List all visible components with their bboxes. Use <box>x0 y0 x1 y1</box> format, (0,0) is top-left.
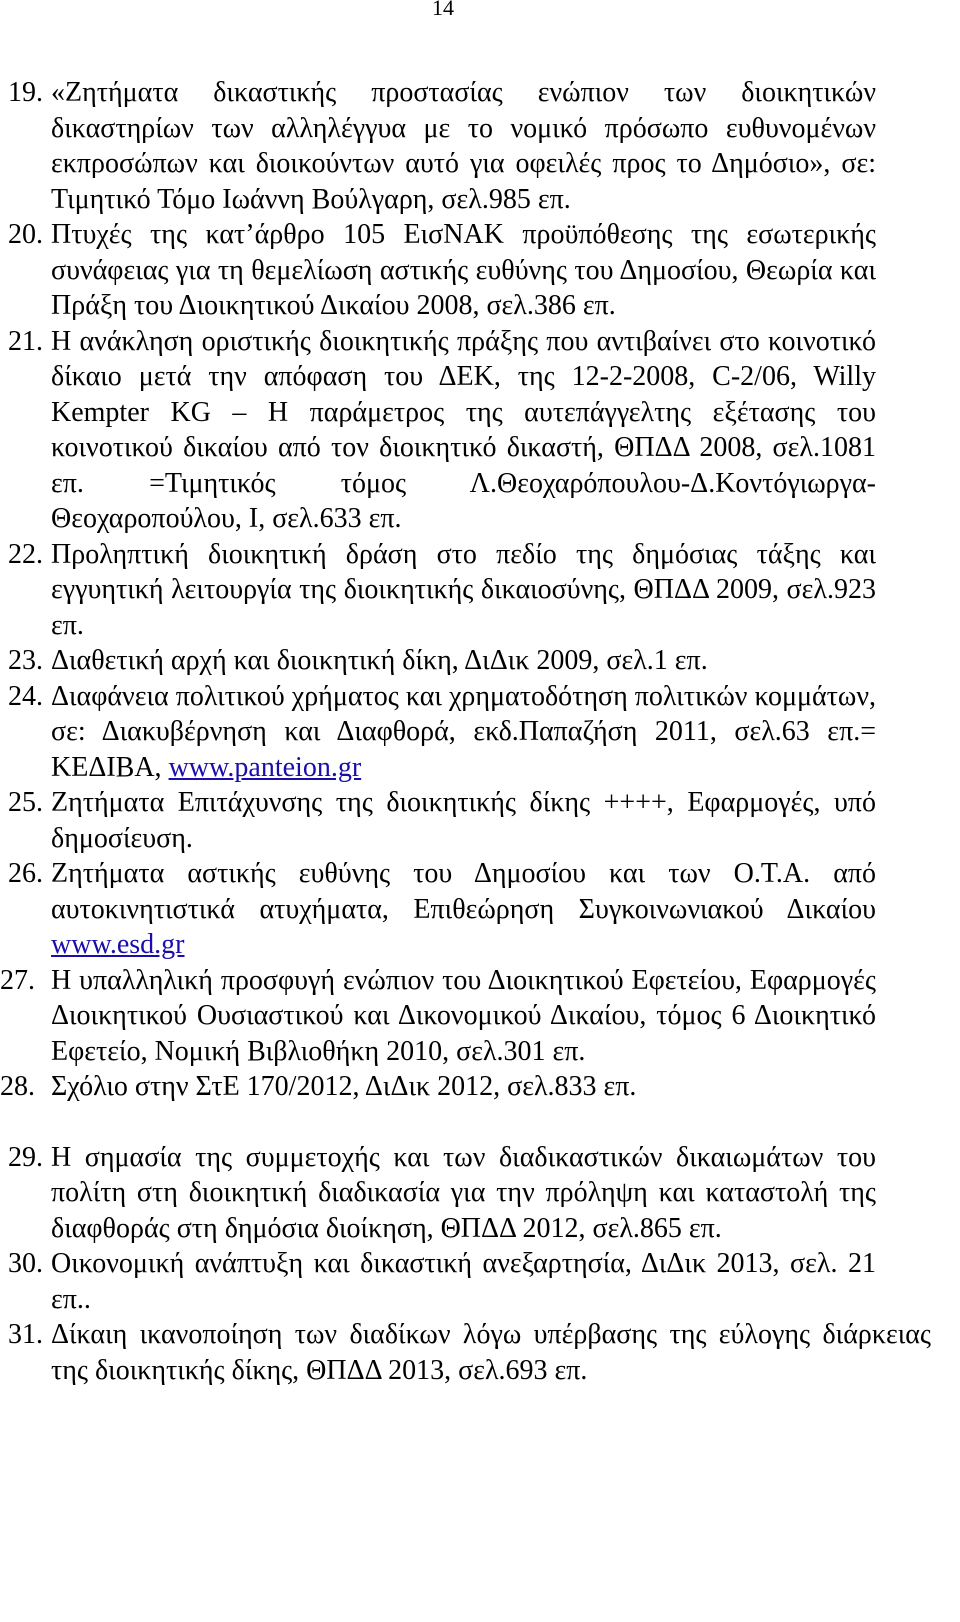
item-number: 28. <box>0 1071 35 1102</box>
item-number: 21. <box>8 325 43 357</box>
item-text: «Ζητήματα δικαστικής προστασίας ενώπιον των διοικητικών δικαστηρίων των αλληλέγγυα με το νομικό πρόσωπο ευθυνομένων εκπροσώπων και διοικούντων αυτό για οφειλές προς το Δημόσιο», σε: Τιμητικό Τόμο Ιωάννη Βούλγαρη, σελ.985 επ. <box>51 77 876 215</box>
item-text: Πτυχές της κατ’άρθρο 105 ΕισΝΑΚ προϋπόθεσης της εσωτερικής συνάφειας για τη θεμελίωση αστικής ευθύνης του Δημοσίου, Θεωρία και Πράξη του Διοικητικού Δικαίου 2008, σελ.386 επ. <box>51 219 876 321</box>
item-text: Η υπαλληλική προσφυγή ενώπιον του Διοικητικού Εφετείου, Εφαρμογές Διοικητικού Ουσιαστικού και Δικονομικού Δικαίου, τόμος 6 Διοικητικό Εφετείο, Νομική Βιβλιοθήκη 2010, σελ.301 επ. <box>51 964 876 1067</box>
list-item <box>8 1140 876 1247</box>
list-item <box>8 1246 876 1317</box>
item-number: 26. <box>8 858 43 889</box>
page-number: 14 <box>432 0 454 20</box>
list-item <box>8 643 876 679</box>
item-text: Ζητήματα Επιτάχυνσης της διοικητικής δίκης ++++, Εφαρμογές, υπό δημοσίευση. <box>51 787 876 854</box>
item-text: Η σημασία της συμμετοχής και των διαδικαστικών δικαιωμάτων του πολίτη στη διοικητική διαδικασία για την πρόληψη και καταστολή της διαφθοράς στη δημόσια διοίκηση, ΘΠΔΔ 2012, σελ.865 επ. <box>51 1141 876 1244</box>
list-item <box>8 856 876 963</box>
item-number: 20. <box>8 219 43 250</box>
item-text: Σχόλιο στην ΣτΕ 170/2012, ΔιΔικ 2012, σελ.833 επ. <box>51 1071 637 1102</box>
list-item <box>8 75 876 217</box>
item-number: 23. <box>8 645 43 676</box>
list-item <box>8 217 876 324</box>
item-number: 29. <box>8 1141 43 1173</box>
list-item <box>8 1317 931 1388</box>
list-item <box>8 537 876 644</box>
list-item <box>0 963 876 1070</box>
list-item <box>8 679 876 786</box>
item-number: 22. <box>8 538 43 570</box>
item-text: Διαφάνεια πολιτικού χρήματος και χρηματοδότηση πολιτικών κομμάτων, σε: Διακυβέρνηση και Διαφθορά, εκδ.Παπαζήση 2011, σελ.63 επ.= ΚΕΔΙΒΑ, <box>51 680 876 783</box>
item-number: 31. <box>8 1319 43 1350</box>
item-number: 30. <box>8 1248 43 1279</box>
item-number: 25. <box>8 787 43 818</box>
list-item <box>8 324 876 537</box>
item-text: Δίκαιη ικανοποίηση των διαδίκων λόγω υπέρβασης της εύλογης διάρκειας της διοικητικής δίκης, ΘΠΔΔ 2013, σελ.693 επ. <box>51 1319 931 1386</box>
item-number: 19. <box>8 77 43 108</box>
panteion-link[interactable]: www.panteion.gr <box>168 751 362 783</box>
item-text: Διαθετική αρχή και διοικητική δίκη, ΔιΔικ 2009, σελ.1 επ. <box>51 645 708 676</box>
esd-link[interactable]: www.esd.gr <box>51 929 185 960</box>
list-item <box>0 1069 876 1105</box>
item-number: 27. <box>0 964 35 996</box>
item-text: Προληπτική διοικητική δράση στο πεδίο της δημόσιας τάξης και εγγυητική λειτουργία της διοικητικής δικαιοσύνης, ΘΠΔΔ 2009, σελ.923 επ. <box>51 538 876 641</box>
item-number: 24. <box>8 680 43 712</box>
item-text: Ζητήματα αστικής ευθύνης του Δημοσίου και των Ο.Τ.Α. από αυτοκινητιστικά ατυχήματα, Επιθεώρηση Συγκοινωνιακού Δικαίου <box>51 858 876 925</box>
item-text: Οικονομική ανάπτυξη και δικαστική ανεξαρτησία, ΔιΔικ 2013, σελ. 21 επ.. <box>51 1248 876 1315</box>
item-text: Η ανάκληση οριστικής διοικητικής πράξης που αντιβαίνει στο κοινοτικό δίκαιο μετά την απόφαση του ΔΕΚ, της 12-2-2008, C-2/06, Willy Kempter KG – Η παράμετρος της αυτεπάγγελτης εξέτασης του κοινοτικού δικαίου από τον διοικητικό δικαστή, ΘΠΔΔ 2008, σελ.1081 επ. =Τιμητικός τόμος Λ.Θεοχαρόπουλου-Δ.Κοντόγιωργα-Θεοχαροπούλου, Ι, σελ.633 επ. <box>51 325 876 534</box>
publication-list <box>0 75 931 1388</box>
list-item <box>8 785 876 856</box>
